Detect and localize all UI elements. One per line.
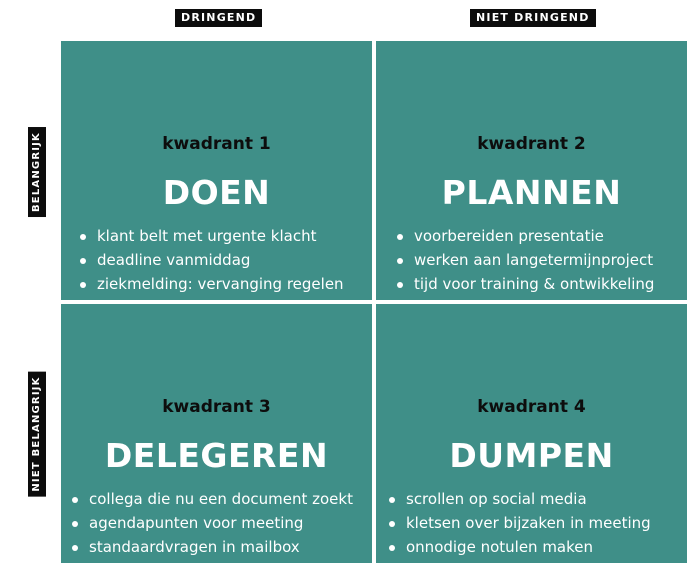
quadrant-title: DUMPEN xyxy=(449,436,614,475)
list-item: kletsen over bijzaken in meeting xyxy=(386,511,651,535)
quadrant-item-list xyxy=(386,487,651,559)
quadrant-4 xyxy=(376,304,687,563)
row-label-important: BELANGRIJK xyxy=(28,127,46,217)
list-item: standaardvragen in mailbox xyxy=(69,535,353,559)
list-item: werken aan langetermijnproject xyxy=(394,248,654,272)
quadrant-number: kwadrant 1 xyxy=(162,134,271,154)
list-item: ziekmelding: vervanging regelen xyxy=(77,272,344,296)
quadrant-2 xyxy=(376,41,687,300)
quadrant-item-list xyxy=(77,224,344,296)
column-label-not-urgent: NIET DRINGEND xyxy=(470,9,596,27)
quadrant-title: DELEGEREN xyxy=(104,436,329,475)
list-item: scrollen op social media xyxy=(386,487,651,511)
quadrant-title: PLANNEN xyxy=(441,173,622,212)
list-item: onnodige notulen maken xyxy=(386,535,651,559)
quadrant-1 xyxy=(61,41,372,300)
quadrant-item-list xyxy=(394,224,654,296)
list-item: tijd voor training & ontwikkeling xyxy=(394,272,654,296)
row-label-not-important: NIET BELANGRIJK xyxy=(28,371,46,496)
quadrant-number: kwadrant 4 xyxy=(477,397,586,417)
list-item: agendapunten voor meeting xyxy=(69,511,353,535)
quadrant-number: kwadrant 3 xyxy=(162,397,271,417)
quadrant-item-list xyxy=(69,487,353,559)
list-item: deadline vanmiddag xyxy=(77,248,344,272)
list-item: voorbereiden presentatie xyxy=(394,224,654,248)
quadrant-title: DOEN xyxy=(162,173,271,212)
quadrant-number: kwadrant 2 xyxy=(477,134,586,154)
list-item: klant belt met urgente klacht xyxy=(77,224,344,248)
list-item: collega die nu een document zoekt xyxy=(69,487,353,511)
eisenhower-matrix xyxy=(61,41,687,563)
quadrant-3 xyxy=(61,304,372,563)
column-label-urgent: DRINGEND xyxy=(175,9,262,27)
